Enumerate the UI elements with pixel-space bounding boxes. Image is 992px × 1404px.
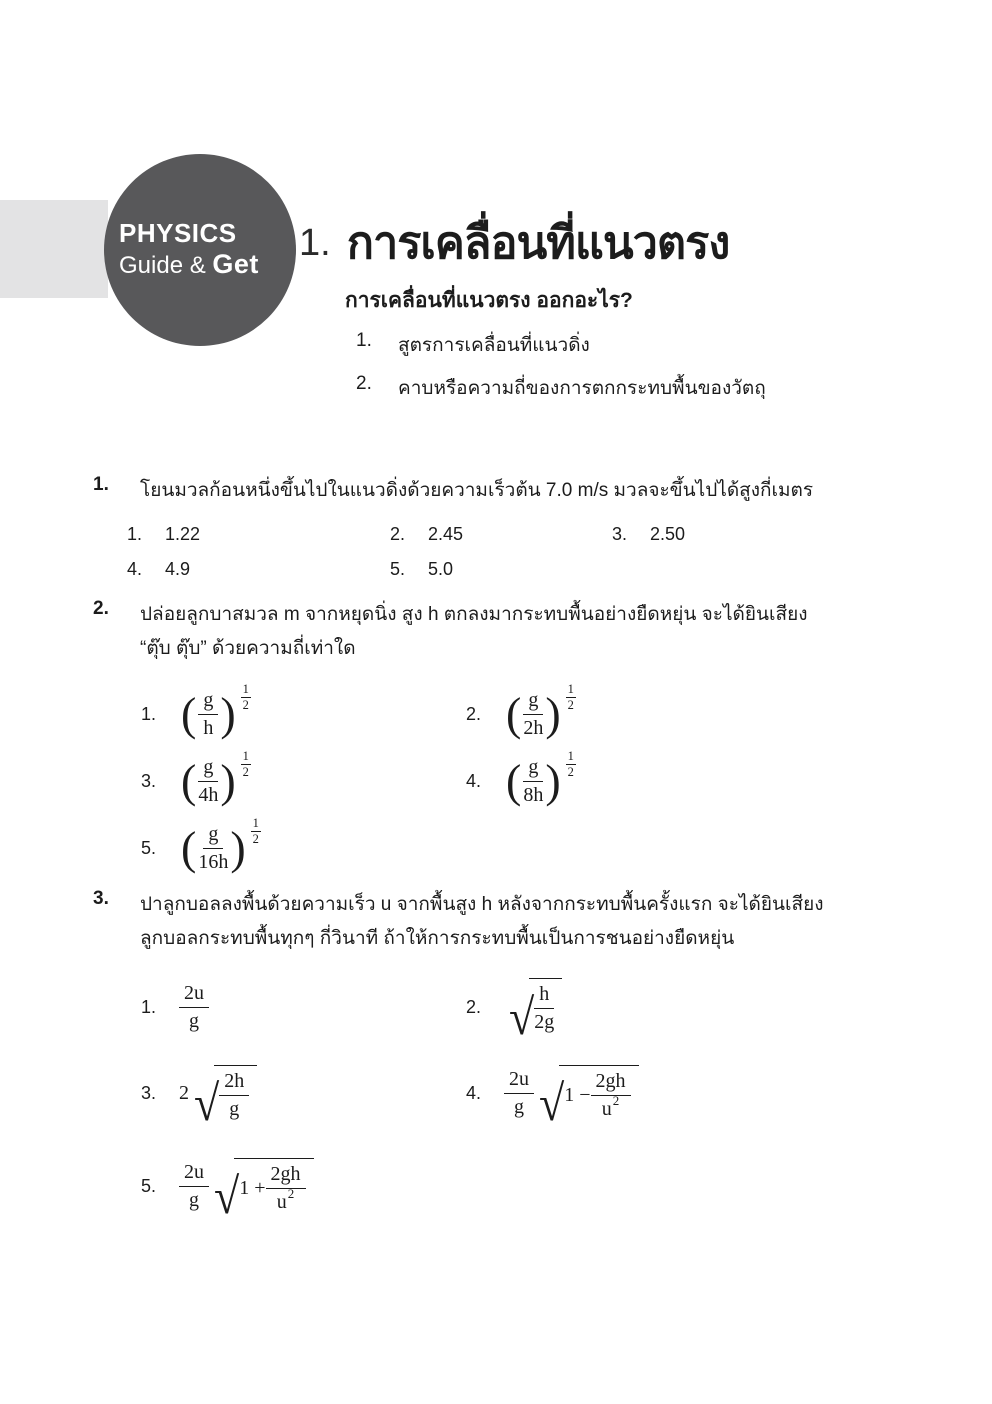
chapter-title: การเคลื่อนที่แนวตรง [346, 217, 730, 268]
choice-value: 2.45 [428, 523, 464, 544]
choice-row [141, 1158, 908, 1225]
choice-number: 4. [466, 770, 482, 791]
logo-subtitle [119, 248, 296, 281]
question-number: 2. [93, 598, 109, 619]
question-1 [93, 474, 908, 580]
question-2-head [93, 598, 908, 666]
choice-item [466, 978, 908, 1045]
choice-value: 2.50 [650, 523, 686, 544]
brand-logo-circle [104, 154, 296, 346]
choice-formula: ( $\frac{g}{h}$ ) 1 2 [181, 682, 249, 740]
question-3-head [93, 888, 908, 956]
choice-item [127, 524, 390, 545]
choice-row [141, 749, 908, 808]
choice-number: 4. [127, 558, 143, 579]
choice-number: 3. [141, 1082, 157, 1103]
choice-number: 1. [141, 703, 157, 724]
choice-number: 1. [141, 996, 157, 1017]
choice-value: 1.22 [165, 523, 201, 544]
choice-item [612, 524, 908, 545]
choice-number: 1. [127, 523, 143, 544]
chapter-heading [299, 218, 729, 268]
question-number: 3. [93, 888, 109, 909]
choice-item [141, 1065, 466, 1132]
question-text: ปล่อยลูกบาสมวล m จากหยุดนิ่ง สูง h ตกลงมากระทบพื้นอย่างยืดหยุ่น จะได้ยินเสียง “ตุ๊บ ตุ๊บ” ด้วยความถี่เท่าใด [140, 604, 808, 659]
choice-item [466, 682, 908, 741]
choice-formula: 2 √ $\frac{2h}{g}$ [179, 1065, 257, 1122]
choice-number: 3. [612, 523, 628, 544]
choice-number: 2. [466, 703, 482, 724]
question-text: ปาลูกบอลลงพื้นด้วยความเร็ว u จากพื้นสูง h หลังจากกระทบพื้นครั้งแรก จะได้ยินเสียง ลูกบอลกระทบพื้นทุกๆ กี่วินาที ถ้าให้การกระทบพื้นเป็นการชนอย่างยืดหยุ่น [140, 894, 824, 949]
choice-formula: $\frac{2u}{g}$ [179, 981, 209, 1034]
choice-item [390, 524, 612, 545]
question-number: 1. [93, 474, 109, 495]
chapter-subtitle: การเคลื่อนที่แนวตรง ออกอะไร? [345, 289, 633, 312]
choice-number: 5. [141, 1175, 157, 1196]
choice-item [466, 1065, 908, 1132]
question-3 [93, 888, 908, 1229]
topic-text: สูตรการเคลื่อนที่แนวดิ่ง [398, 335, 590, 356]
chapter-number: 1. [299, 222, 331, 264]
question-text: โยนมวลก้อนหนึ่งขึ้นไปในแนวดิ่งด้วยความเร็วต้น 7.0 m/s มวลจะขึ้นไปได้สูงกี่เมตร [140, 480, 814, 501]
choice-formula: √ $\frac{h}{2g}$ [504, 978, 562, 1037]
question-3-choices [93, 978, 908, 1225]
choice-number: 2. [466, 996, 482, 1017]
choice-number: 4. [466, 1082, 482, 1103]
choice-number: 5. [390, 558, 406, 579]
topic-number: 1. [356, 330, 372, 351]
choice-number: 5. [141, 837, 157, 858]
logo-subtitle-regular: Guide & [119, 251, 213, 279]
choice-row [141, 978, 908, 1045]
choice-item [127, 559, 390, 580]
logo-title: PHYSICS [119, 218, 237, 249]
choice-value: 5.0 [428, 558, 454, 579]
choice-formula: ( $\frac{g}{8h}$ ) 1 2 [506, 749, 574, 807]
choice-value: 4.9 [165, 558, 191, 579]
choice-formula: ( $\frac{g}{4h}$ ) 1 2 [181, 749, 249, 807]
choice-item [141, 816, 466, 875]
question-2-choices [93, 682, 908, 875]
question-1-head [93, 474, 908, 508]
logo-subtitle-bold: Get [212, 248, 259, 279]
choice-row [141, 682, 908, 741]
choice-item [141, 1158, 466, 1225]
choice-formula: $\frac{2u}{g}$ √ 1 + 2gh u 2 [179, 1158, 314, 1215]
choice-formula: $\frac{2u}{g}$ √ 1 − 2gh u 2 [504, 1065, 639, 1122]
choice-number: 2. [390, 523, 406, 544]
topic-list [356, 330, 766, 416]
choice-formula: ( $\frac{g}{16h}$ ) 1 2 [181, 816, 259, 874]
topic-text: คาบหรือความถี่ของการตกกระทบพื้นของวัตถุ [398, 378, 766, 399]
topic-item [356, 330, 766, 360]
topic-number: 2. [356, 373, 372, 394]
choice-item [390, 559, 612, 580]
topic-item [356, 373, 766, 403]
choice-formula: ( $\frac{g}{2h}$ ) 1 2 [506, 682, 574, 740]
choice-item [141, 978, 466, 1037]
choice-number: 3. [141, 770, 157, 791]
choice-row [141, 1065, 908, 1132]
choice-item [466, 749, 908, 808]
question-1-choices [127, 524, 908, 580]
choice-item [141, 682, 466, 741]
choice-item [141, 749, 466, 808]
header-accent-bar [0, 200, 108, 298]
question-2 [93, 598, 908, 889]
choice-row [141, 816, 908, 875]
